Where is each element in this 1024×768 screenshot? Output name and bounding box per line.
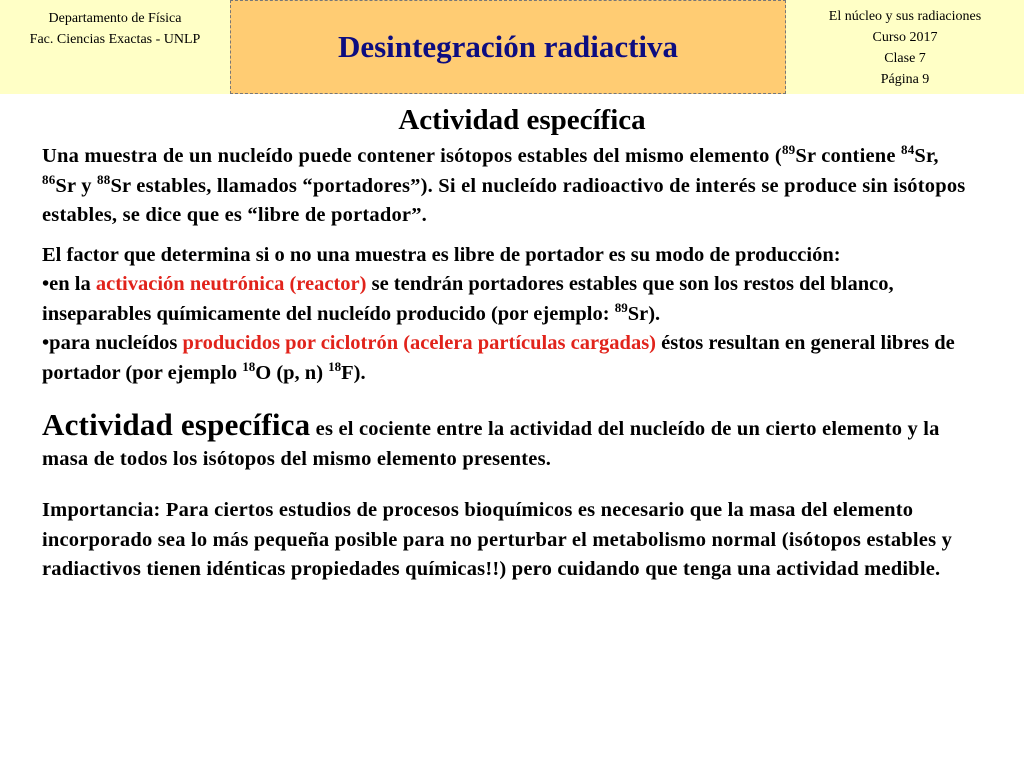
mass-number: 88 bbox=[97, 171, 111, 187]
definition-paragraph bbox=[42, 407, 972, 474]
mass-number: 89 bbox=[781, 142, 796, 158]
mass-number: 89 bbox=[614, 299, 628, 315]
course-topic-label: El núcleo y sus radiaciones bbox=[828, 9, 982, 24]
mass-number: 86 bbox=[42, 171, 56, 187]
text-run: éstos resultan en general libres de portador (por ejemplo bbox=[42, 332, 955, 384]
header-left-box bbox=[0, 0, 230, 94]
header-right-box bbox=[786, 0, 1024, 94]
text-run: F). bbox=[341, 361, 366, 384]
class-label: Clase 7 bbox=[884, 51, 926, 66]
text-run: •en la bbox=[42, 273, 96, 295]
text-run: Una muestra de un nucleído puede contener isótopos estables del mismo elemento ( bbox=[42, 145, 782, 167]
section-title: Actividad específica bbox=[398, 104, 646, 136]
highlight-text: producidos por ciclotrón (acelera partículas cargadas) bbox=[182, 332, 656, 354]
importance-paragraph: Importancia: Para ciertos estudios de procesos bioquímicos es necesario que la masa del elemento incorporado sea lo más pequeña posible para no perturbar el metabolismo normal (isótopos estables y radiactivos tienen idénticas propiedades químicas!!) pero cuidando que tenga una actividad medible. bbox=[42, 499, 953, 580]
bullet-cyclotron bbox=[42, 329, 972, 388]
bullet-reactor bbox=[42, 270, 972, 329]
text-run: Sr, bbox=[914, 145, 939, 167]
text-run: Sr contiene bbox=[795, 145, 901, 167]
text-run: se tendrán portadores estables que son los restos del blanco, inseparables químicamente del nucleído producido (por ejemplo: bbox=[42, 273, 894, 325]
definition-text: es el cociente entre la actividad del nucleído de un cierto elemento y la masa de todos los isótopos del mismo elemento presentes. bbox=[42, 418, 940, 470]
department-label: Departamento de Física bbox=[48, 11, 182, 26]
highlight-text: activación neutrónica (reactor) bbox=[95, 273, 367, 295]
slide-content bbox=[42, 100, 972, 585]
text-run: O (p, n) bbox=[255, 361, 329, 384]
text-run: Sr estables, llamados “portadores”). Si el nucleído radioactivo de interés se produce sin isótopos estables, se dice que es “libre de portador”. bbox=[42, 174, 966, 226]
mass-number: 84 bbox=[901, 142, 915, 158]
slide-title: Desintegración radiactiva bbox=[337, 29, 679, 64]
mass-number: 18 bbox=[242, 358, 256, 374]
carrier-paragraph bbox=[42, 142, 972, 231]
text-run: •para nucleídos bbox=[42, 332, 183, 354]
faculty-label: Fac. Ciencias Exactas - UNLP bbox=[29, 32, 201, 47]
slide-title-box bbox=[230, 0, 786, 94]
definition-term: Actividad específica bbox=[42, 407, 311, 442]
text-run: Sr). bbox=[627, 302, 661, 325]
mass-number: 18 bbox=[328, 358, 342, 374]
production-paragraph: El factor que determina si o no una muestra es libre de portador es su modo de producción: bbox=[42, 243, 841, 266]
text-run: Sr y bbox=[55, 174, 98, 197]
page-number-label: Página 9 bbox=[880, 72, 930, 87]
course-year-label: Curso 2017 bbox=[872, 30, 938, 45]
